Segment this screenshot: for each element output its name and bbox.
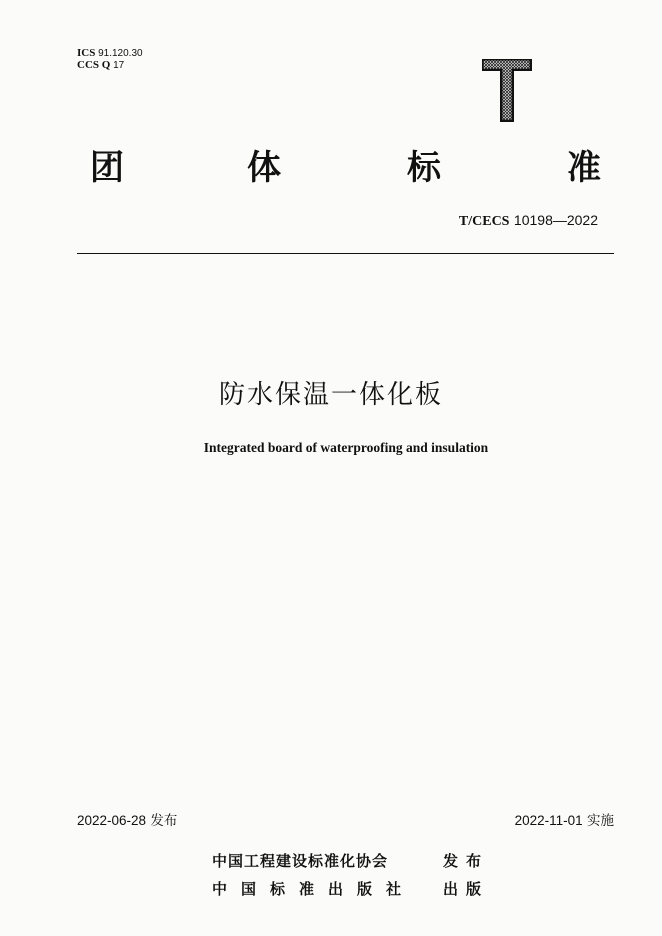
standard-number: T/CECS 10198—2022 xyxy=(458,212,598,229)
publisher-action: 出版 xyxy=(443,880,490,898)
implement-date: 2022-11-01 实施 xyxy=(514,813,614,829)
header-title-char-4: 准 xyxy=(567,148,601,188)
issuer-name: 中国工程建设标准化协会 xyxy=(212,852,389,870)
ccs-code: CCS Q 17 xyxy=(77,59,125,71)
header-title-char-3: 标 xyxy=(407,148,441,188)
header-title-char-1: 团 xyxy=(90,148,124,188)
document-title-en: Integrated board of waterproofing and insulation xyxy=(203,440,489,455)
issue-date: 2022-06-28 发布 xyxy=(77,813,178,829)
header-divider xyxy=(77,253,614,254)
issuer-action: 发布 xyxy=(443,852,490,870)
ics-code: ICS 91.120.30 xyxy=(77,47,143,59)
header-title-char-2: 体 xyxy=(247,148,281,188)
standard-type-t-logo xyxy=(480,56,534,124)
document-title-cn: 防水保温一体化板 xyxy=(218,380,443,410)
publisher-name: 中国标准出版社 xyxy=(212,880,416,898)
